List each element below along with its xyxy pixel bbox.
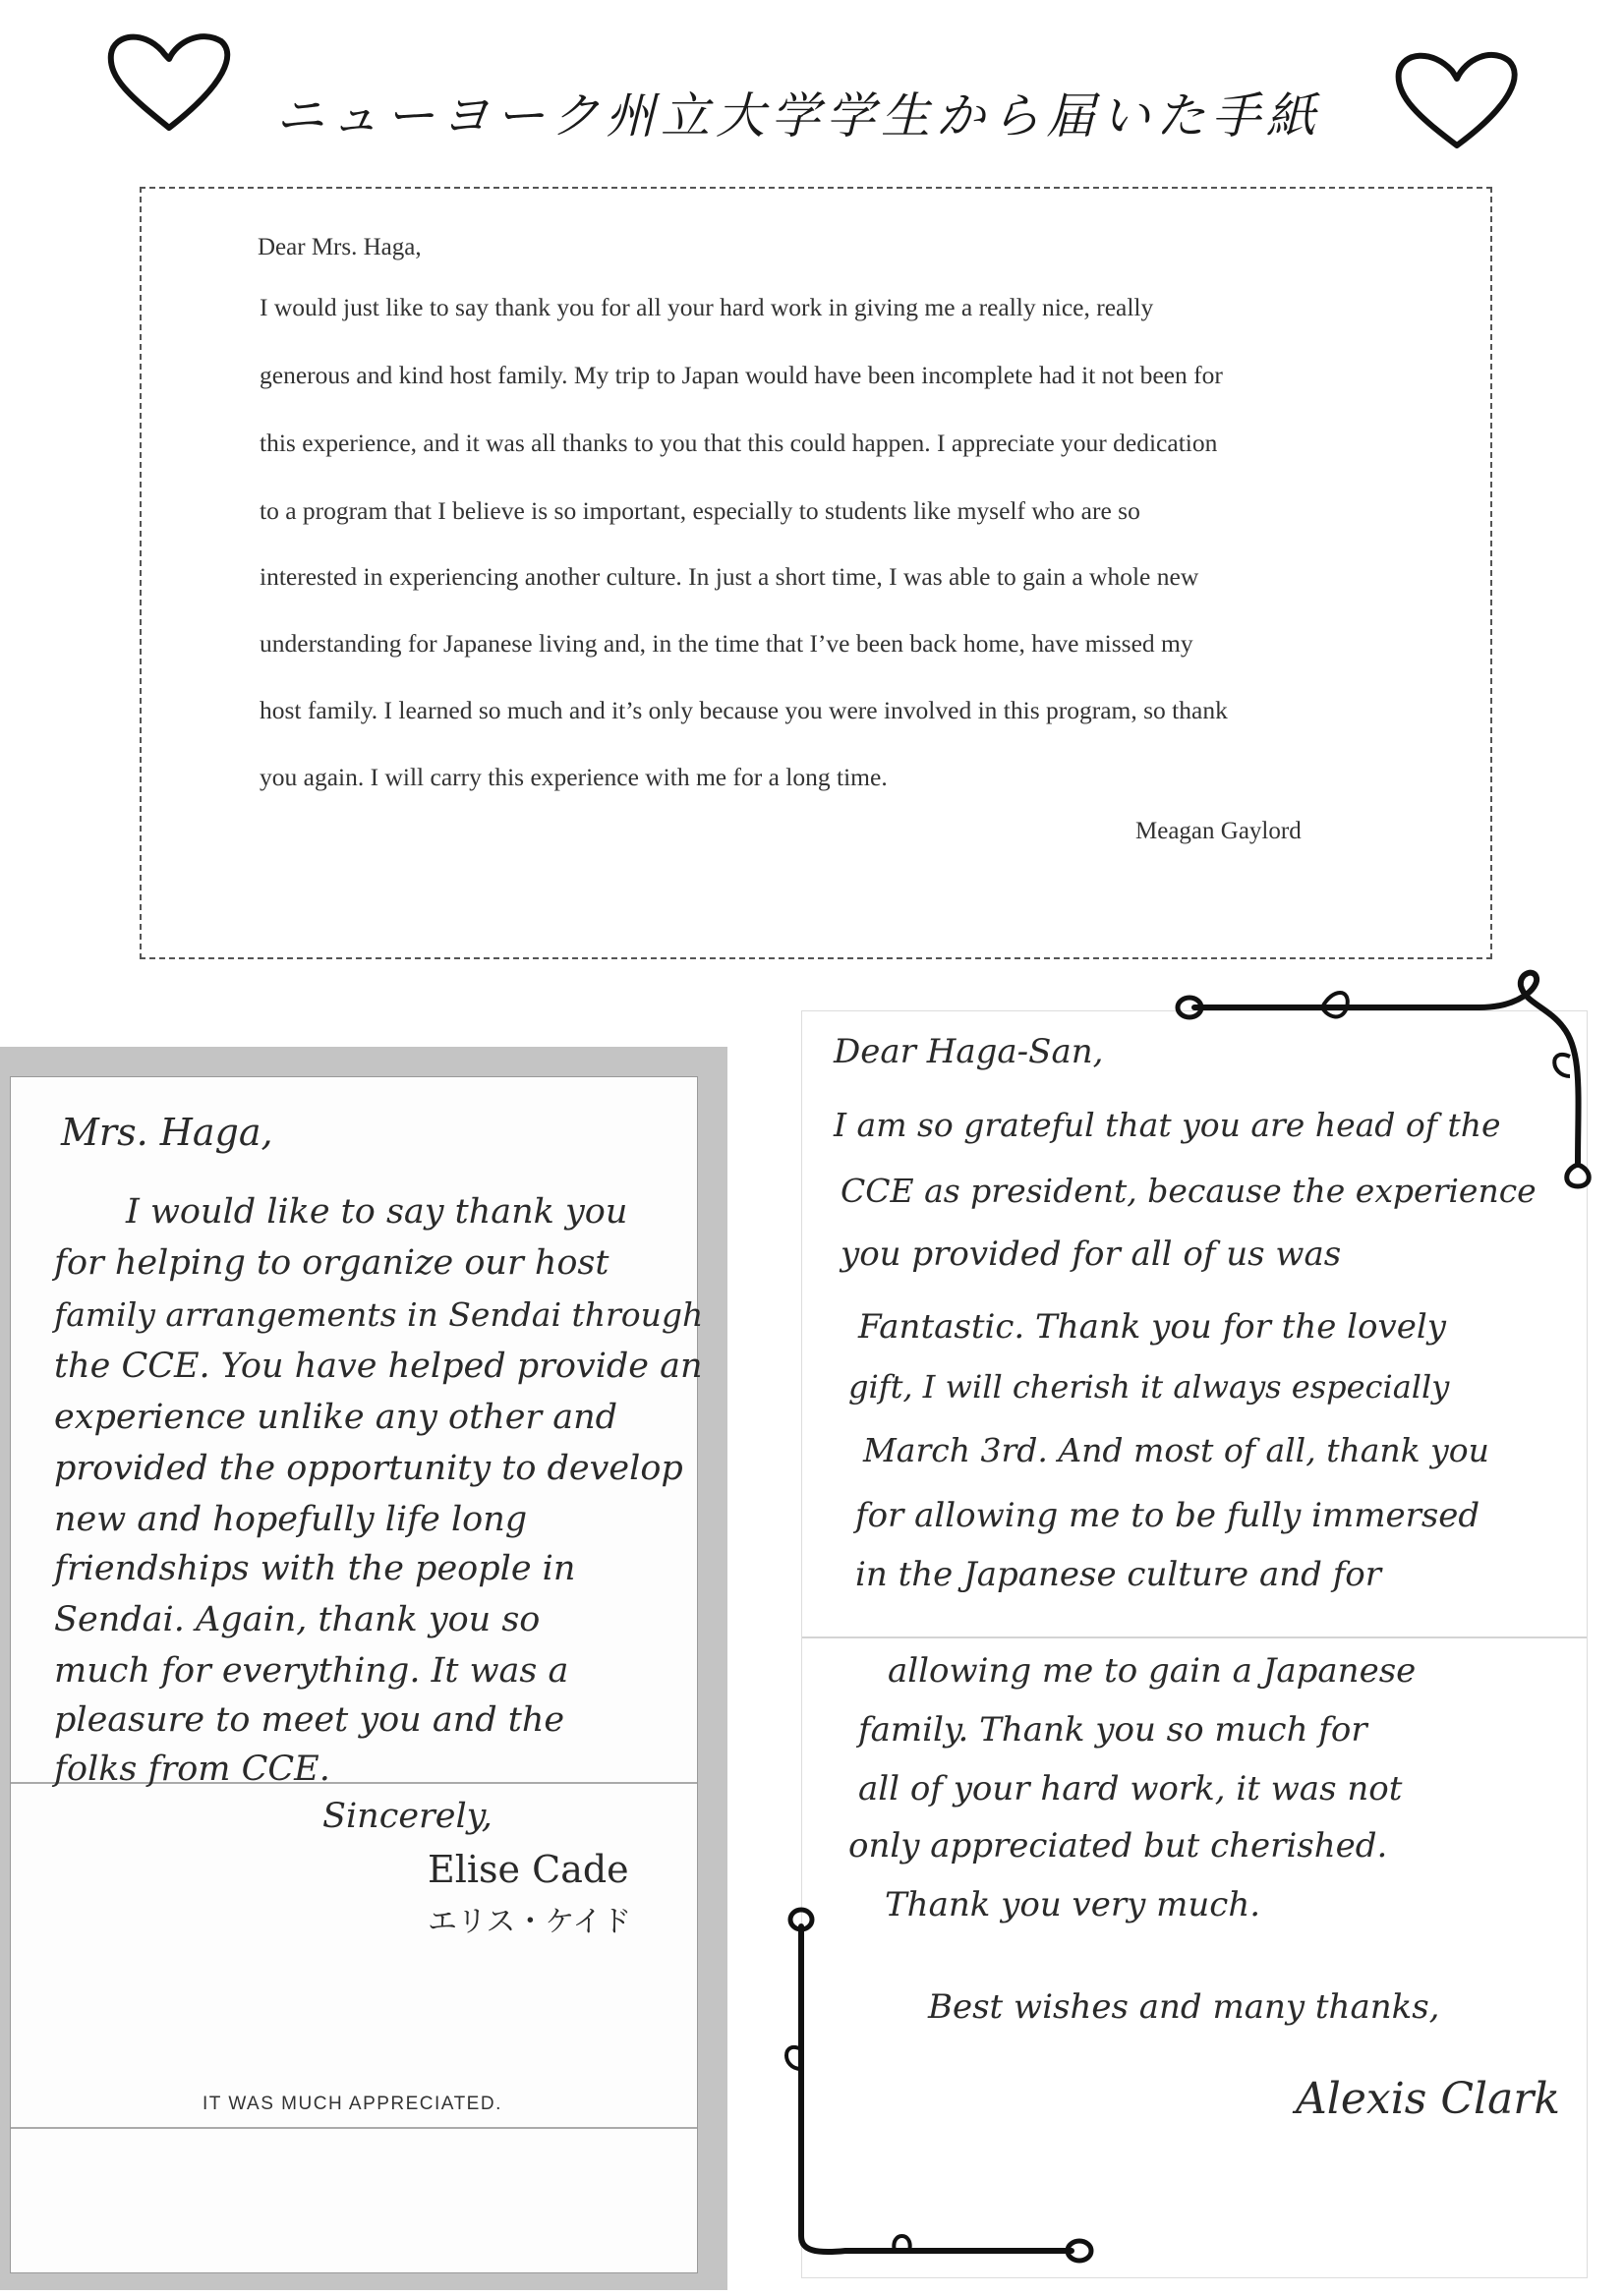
- card-fold-line: [802, 1636, 1587, 1638]
- card-left-line: experience unlike any other and: [54, 1398, 618, 1437]
- card-right-line: allowing me to gain a Japanese: [888, 1651, 1417, 1691]
- card-left-line: much for everything. It was a: [54, 1651, 569, 1691]
- card-left-signature-katakana: エリス・ケイド: [428, 1905, 632, 1939]
- card-left-line: pleasure to meet you and the: [54, 1700, 565, 1740]
- card-left-line: new and hopefully life long: [54, 1500, 528, 1539]
- typed-letter-line: host family. I learned so much and it’s only because you were involved in this program, so thank: [260, 696, 1228, 724]
- card-left-line: I would like to say thank you: [126, 1192, 628, 1232]
- card-left-line: the CCE. You have helped provide an: [54, 1347, 703, 1386]
- typed-letter-salutation: Dear Mrs. Haga,: [258, 234, 422, 260]
- card-left-salutation: Mrs. Haga,: [61, 1111, 273, 1154]
- card-right-line: for allowing me to be fully immersed: [855, 1496, 1480, 1535]
- card-right-line: in the Japanese culture and for: [855, 1555, 1382, 1594]
- typed-letter-line: generous and kind host family. My trip to Japan would have been incomplete had it not been for: [260, 361, 1223, 389]
- card-right-line: only appreciated but cherished.: [848, 1826, 1388, 1866]
- card-left-signature: Elise Cade: [428, 1848, 629, 1891]
- card-fold-line: [11, 2127, 697, 2129]
- card-left-line: Sendai. Again, thank you so: [54, 1600, 541, 1639]
- typed-letter-line: you again. I will carry this experience with me for a long time.: [260, 763, 888, 791]
- heart-icon: [1391, 47, 1524, 155]
- typed-letter-line: to a program that I believe is so important, especially to students like myself who are so: [260, 496, 1140, 525]
- card-left-line: friendships with the people in: [54, 1549, 576, 1588]
- card-right-line: you provided for all of us was: [841, 1234, 1342, 1274]
- card-left-line: folks from CCE.: [54, 1750, 330, 1789]
- typed-letter-line: interested in experiencing another culture. In just a short time, I was able to gain a whole new: [260, 562, 1199, 591]
- typed-letter-signature: Meagan Gaylord: [1135, 818, 1302, 844]
- card-right-line: gift, I will cherish it always especially: [848, 1368, 1450, 1406]
- card-right-signature: Alexis Clark: [1296, 2074, 1561, 2124]
- heart-icon: [103, 29, 236, 138]
- card-right-line: family. Thank you so much for: [858, 1710, 1367, 1750]
- typed-letter-line: I would just like to say thank you for all your hard work in giving me a really nice, really: [260, 293, 1154, 321]
- card-right-line: March 3rd. And most of all, thank you: [863, 1431, 1489, 1469]
- typed-letter-line: this experience, and it was all thanks to you that this could happen. I appreciate your dedication: [260, 429, 1218, 457]
- card-left-line: provided the opportunity to develop: [54, 1449, 683, 1488]
- card-right-line: CCE as president, because the experience: [841, 1172, 1537, 1210]
- card-right-salutation: Dear Haga-San,: [834, 1032, 1104, 1071]
- vine-ornament: [777, 1902, 1101, 2266]
- card-right-line: I am so grateful that you are head of the: [834, 1106, 1501, 1144]
- card-left-line: family arrangements in Sendai through: [54, 1295, 704, 1334]
- card-right-line: all of your hard work, it was not: [858, 1769, 1403, 1808]
- card-left-footer: IT WAS MUCH APPRECIATED.: [203, 2094, 502, 2114]
- card-right-line: Thank you very much.: [885, 1885, 1261, 1924]
- page-title: ニューヨーク州立大学学生から届いた手紙: [275, 87, 1321, 144]
- card-left-closing: Sincerely,: [322, 1797, 493, 1836]
- card-right-line: Fantastic. Thank you for the lovely: [858, 1307, 1446, 1347]
- card-left-line: for helping to organize our host: [54, 1243, 609, 1283]
- vine-ornament: [1165, 968, 1597, 1194]
- card-right-closing: Best wishes and many thanks,: [928, 1987, 1440, 2027]
- typed-letter-line: understanding for Japanese living and, in the time that I’ve been back home, have missed my: [260, 629, 1193, 658]
